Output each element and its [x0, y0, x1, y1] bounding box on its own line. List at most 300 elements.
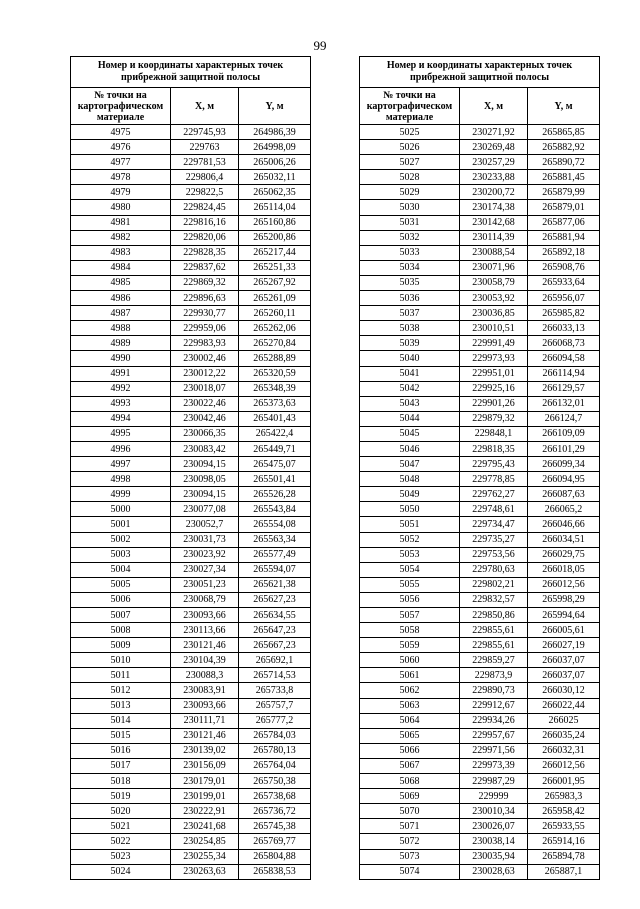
- table-row: [71, 426, 311, 441]
- table-row: [71, 758, 311, 773]
- cell-y: 265887,1: [528, 864, 600, 879]
- cell-x: 230052,7: [171, 517, 239, 532]
- cell-x: 229879,32: [460, 411, 528, 426]
- table-row: [360, 517, 600, 532]
- cell-y: 265881,94: [528, 230, 600, 245]
- table-row: [360, 200, 600, 215]
- cell-point-number: 5009: [71, 638, 171, 653]
- cell-y: 265422,4: [239, 426, 311, 441]
- cell-y: 266101,29: [528, 441, 600, 456]
- table-row: [360, 426, 600, 441]
- cell-x: 229983,93: [171, 336, 239, 351]
- table-row: [71, 743, 311, 758]
- cell-x: 229778,85: [460, 472, 528, 487]
- table-row: [71, 608, 311, 623]
- cell-point-number: 5018: [71, 774, 171, 789]
- cell-x: 230051,23: [171, 577, 239, 592]
- cell-y: 265733,8: [239, 683, 311, 698]
- table-caption: Номер и координаты характерных точек прибрежной защитной полосы: [71, 57, 311, 88]
- cell-x: 230023,92: [171, 547, 239, 562]
- cell-point-number: 5073: [360, 849, 460, 864]
- cell-y: 265804,88: [239, 849, 311, 864]
- cell-x: 230093,66: [171, 698, 239, 713]
- table-row: [71, 698, 311, 713]
- cell-point-number: 5030: [360, 200, 460, 215]
- cell-x: 229971,56: [460, 743, 528, 758]
- table-row: [360, 789, 600, 804]
- cell-x: 229925,16: [460, 381, 528, 396]
- cell-point-number: 4982: [71, 230, 171, 245]
- cell-y: 266132,01: [528, 396, 600, 411]
- table-row: [71, 291, 311, 306]
- cell-point-number: 4992: [71, 381, 171, 396]
- cell-y: 265594,07: [239, 562, 311, 577]
- cell-point-number: 5044: [360, 411, 460, 426]
- cell-point-number: 5051: [360, 517, 460, 532]
- cell-y: 265114,04: [239, 200, 311, 215]
- cell-x: 229802,21: [460, 577, 528, 592]
- cell-point-number: 5050: [360, 502, 460, 517]
- cell-x: 229850,86: [460, 608, 528, 623]
- coordinates-table-left: [70, 56, 311, 880]
- table-row: [71, 789, 311, 804]
- cell-point-number: 5052: [360, 532, 460, 547]
- cell-point-number: 5002: [71, 532, 171, 547]
- table-row: [360, 260, 600, 275]
- table-row: [71, 849, 311, 864]
- table-row: [71, 260, 311, 275]
- table-row: [71, 396, 311, 411]
- table-row: [71, 653, 311, 668]
- cell-y: 265692,1: [239, 653, 311, 668]
- cell-point-number: 5013: [71, 698, 171, 713]
- cell-y: 265892,18: [528, 245, 600, 260]
- cell-x: 229890,73: [460, 683, 528, 698]
- table-row: [71, 774, 311, 789]
- table-row: [360, 758, 600, 773]
- column-header-y: Y, м: [239, 88, 311, 125]
- cell-y: 265764,04: [239, 758, 311, 773]
- cell-point-number: 4976: [71, 140, 171, 155]
- table-row: [71, 834, 311, 849]
- table-row: [71, 125, 311, 140]
- cell-y: 266109,09: [528, 426, 600, 441]
- cell-point-number: 5004: [71, 562, 171, 577]
- cell-y: 265200,86: [239, 230, 311, 245]
- cell-x: 229859,27: [460, 653, 528, 668]
- cell-point-number: 5067: [360, 758, 460, 773]
- cell-x: 230038,14: [460, 834, 528, 849]
- cell-y: 265714,53: [239, 668, 311, 683]
- cell-y: 266012,56: [528, 577, 600, 592]
- cell-y: 265757,7: [239, 698, 311, 713]
- cell-y: 265736,72: [239, 804, 311, 819]
- cell-x: 230179,01: [171, 774, 239, 789]
- cell-x: 229957,67: [460, 728, 528, 743]
- table-row: [71, 200, 311, 215]
- cell-y: 265621,38: [239, 577, 311, 592]
- table-row: [360, 638, 600, 653]
- table-row: [360, 351, 600, 366]
- cell-point-number: 5001: [71, 517, 171, 532]
- cell-x: 229901,26: [460, 396, 528, 411]
- cell-y: 265217,44: [239, 245, 311, 260]
- table-row: [71, 638, 311, 653]
- cell-point-number: 5008: [71, 623, 171, 638]
- cell-y: 265267,92: [239, 275, 311, 290]
- cell-point-number: 5074: [360, 864, 460, 879]
- cell-y: 265348,39: [239, 381, 311, 396]
- cell-point-number: 4990: [71, 351, 171, 366]
- cell-y: 266001,95: [528, 774, 600, 789]
- cell-y: 266099,34: [528, 457, 600, 472]
- cell-x: 230271,92: [460, 125, 528, 140]
- cell-y: 265288,89: [239, 351, 311, 366]
- cell-x: 229848,1: [460, 426, 528, 441]
- table-row: [360, 306, 600, 321]
- table-row: [360, 592, 600, 607]
- cell-x: 229824,45: [171, 200, 239, 215]
- cell-x: 230142,68: [460, 215, 528, 230]
- cell-point-number: 5027: [360, 155, 460, 170]
- cell-x: 230012,22: [171, 366, 239, 381]
- cell-point-number: 5059: [360, 638, 460, 653]
- table-row: [360, 774, 600, 789]
- cell-point-number: 5061: [360, 668, 460, 683]
- cell-x: 230071,96: [460, 260, 528, 275]
- cell-point-number: 5066: [360, 743, 460, 758]
- cell-point-number: 5069: [360, 789, 460, 804]
- cell-point-number: 5000: [71, 502, 171, 517]
- cell-x: 229896,63: [171, 291, 239, 306]
- cell-point-number: 5011: [71, 668, 171, 683]
- table-row: [71, 517, 311, 532]
- cell-y: 265554,08: [239, 517, 311, 532]
- cell-x: 229745,93: [171, 125, 239, 140]
- cell-point-number: 4980: [71, 200, 171, 215]
- table-row: [360, 321, 600, 336]
- cell-x: 229762,27: [460, 487, 528, 502]
- cell-point-number: 5063: [360, 698, 460, 713]
- cell-point-number: 5043: [360, 396, 460, 411]
- table-row: [71, 864, 311, 879]
- table-body: [360, 125, 600, 880]
- cell-x: 230018,07: [171, 381, 239, 396]
- table-row: [71, 487, 311, 502]
- table-row: [360, 381, 600, 396]
- table-row: [71, 351, 311, 366]
- cell-x: 230068,79: [171, 592, 239, 607]
- cell-y: 265908,76: [528, 260, 600, 275]
- cell-point-number: 5062: [360, 683, 460, 698]
- cell-point-number: 5032: [360, 230, 460, 245]
- cell-x: 230104,39: [171, 653, 239, 668]
- table-row: [71, 819, 311, 834]
- table-row: [360, 547, 600, 562]
- cell-x: 229753,56: [460, 547, 528, 562]
- cell-point-number: 5038: [360, 321, 460, 336]
- cell-point-number: 5007: [71, 608, 171, 623]
- cell-y: 265261,09: [239, 291, 311, 306]
- table-row: [71, 502, 311, 517]
- cell-x: 230254,85: [171, 834, 239, 849]
- cell-point-number: 5058: [360, 623, 460, 638]
- cell-x: 230026,07: [460, 819, 528, 834]
- cell-x: 229973,93: [460, 351, 528, 366]
- cell-y: 265475,07: [239, 457, 311, 472]
- cell-y: 265062,35: [239, 185, 311, 200]
- cell-point-number: 5010: [71, 653, 171, 668]
- cell-y: 265526,28: [239, 487, 311, 502]
- cell-y: 265667,23: [239, 638, 311, 653]
- cell-point-number: 5016: [71, 743, 171, 758]
- cell-y: 265647,23: [239, 623, 311, 638]
- column-header-x: X, м: [460, 88, 528, 125]
- table-row: [360, 472, 600, 487]
- cell-y: 265890,72: [528, 155, 600, 170]
- page-number: 99: [313, 38, 327, 53]
- cell-y: 266065,2: [528, 502, 600, 517]
- cell-point-number: 5034: [360, 260, 460, 275]
- cell-y: 265260,11: [239, 306, 311, 321]
- cell-point-number: 4994: [71, 411, 171, 426]
- cell-point-number: 5005: [71, 577, 171, 592]
- cell-y: 265879,99: [528, 185, 600, 200]
- table-row: [360, 728, 600, 743]
- cell-point-number: 5040: [360, 351, 460, 366]
- cell-y: 266129,57: [528, 381, 600, 396]
- cell-y: 265401,43: [239, 411, 311, 426]
- table-row: [360, 140, 600, 155]
- cell-point-number: 5036: [360, 291, 460, 306]
- table-row: [360, 275, 600, 290]
- table-row: [360, 849, 600, 864]
- cell-y: 265879,01: [528, 200, 600, 215]
- cell-x: 230010,51: [460, 321, 528, 336]
- cell-point-number: 4998: [71, 472, 171, 487]
- cell-x: 230077,08: [171, 502, 239, 517]
- cell-y: 265745,38: [239, 819, 311, 834]
- table-row: [360, 457, 600, 472]
- cell-y: 265251,33: [239, 260, 311, 275]
- table-row: [71, 366, 311, 381]
- table-row: [360, 577, 600, 592]
- cell-y: 266046,66: [528, 517, 600, 532]
- cell-x: 230263,63: [171, 864, 239, 879]
- cell-x: 230200,72: [460, 185, 528, 200]
- cell-point-number: 5065: [360, 728, 460, 743]
- cell-point-number: 5006: [71, 592, 171, 607]
- cell-point-number: 5071: [360, 819, 460, 834]
- cell-y: 265160,86: [239, 215, 311, 230]
- table-row: [71, 592, 311, 607]
- cell-x: 229912,67: [460, 698, 528, 713]
- cell-point-number: 5035: [360, 275, 460, 290]
- cell-y: 265750,38: [239, 774, 311, 789]
- table-body: [71, 125, 311, 880]
- cell-x: 229991,49: [460, 336, 528, 351]
- cell-x: 230083,91: [171, 683, 239, 698]
- table-row: [360, 819, 600, 834]
- table-row: [71, 215, 311, 230]
- cell-y: 265634,55: [239, 608, 311, 623]
- cell-x: 230093,66: [171, 608, 239, 623]
- cell-x: 230088,3: [171, 668, 239, 683]
- cell-y: 265738,68: [239, 789, 311, 804]
- table-row: [71, 472, 311, 487]
- table-row: [71, 185, 311, 200]
- table-row: [71, 457, 311, 472]
- table-row: [360, 653, 600, 668]
- cell-x: 230035,94: [460, 849, 528, 864]
- cell-y: 265780,13: [239, 743, 311, 758]
- table-row: [71, 804, 311, 819]
- cell-x: 229780,63: [460, 562, 528, 577]
- cell-point-number: 5054: [360, 562, 460, 577]
- cell-point-number: 4987: [71, 306, 171, 321]
- cell-x: 229999: [460, 789, 528, 804]
- table-row: [360, 411, 600, 426]
- cell-y: 265270,84: [239, 336, 311, 351]
- cell-point-number: 5047: [360, 457, 460, 472]
- cell-point-number: 4977: [71, 155, 171, 170]
- cell-y: 265956,07: [528, 291, 600, 306]
- cell-point-number: 5049: [360, 487, 460, 502]
- cell-x: 229832,57: [460, 592, 528, 607]
- cell-x: 229973,39: [460, 758, 528, 773]
- table-row: [71, 411, 311, 426]
- table-row: [360, 804, 600, 819]
- cell-x: 229828,35: [171, 245, 239, 260]
- cell-point-number: 5014: [71, 713, 171, 728]
- cell-x: 230111,71: [171, 713, 239, 728]
- cell-y: 265998,29: [528, 592, 600, 607]
- cell-y: 266027,19: [528, 638, 600, 653]
- table-row: [360, 155, 600, 170]
- table-row: [360, 623, 600, 638]
- cell-x: 229795,43: [460, 457, 528, 472]
- cell-x: 230010,34: [460, 804, 528, 819]
- cell-point-number: 4999: [71, 487, 171, 502]
- cell-y: 266033,13: [528, 321, 600, 336]
- cell-y: 266087,63: [528, 487, 600, 502]
- cell-point-number: 4988: [71, 321, 171, 336]
- cell-point-number: 5037: [360, 306, 460, 321]
- cell-x: 229781,53: [171, 155, 239, 170]
- cell-point-number: 5022: [71, 834, 171, 849]
- cell-point-number: 5019: [71, 789, 171, 804]
- cell-point-number: 5031: [360, 215, 460, 230]
- table-row: [360, 336, 600, 351]
- cell-point-number: 4995: [71, 426, 171, 441]
- cell-y: 266124,7: [528, 411, 600, 426]
- table-row: [360, 487, 600, 502]
- cell-point-number: 5033: [360, 245, 460, 260]
- cell-y: 266012,56: [528, 758, 600, 773]
- cell-y: 265006,26: [239, 155, 311, 170]
- cell-x: 229734,47: [460, 517, 528, 532]
- cell-y: 264986,39: [239, 125, 311, 140]
- cell-x: 230066,35: [171, 426, 239, 441]
- cell-point-number: 5057: [360, 608, 460, 623]
- cell-point-number: 4986: [71, 291, 171, 306]
- cell-y: 266025: [528, 713, 600, 728]
- table-row: [360, 562, 600, 577]
- cell-x: 229822,5: [171, 185, 239, 200]
- cell-y: 266114,94: [528, 366, 600, 381]
- cell-point-number: 4978: [71, 170, 171, 185]
- cell-y: 265882,92: [528, 140, 600, 155]
- table-row: [360, 713, 600, 728]
- table-row: [360, 125, 600, 140]
- cell-x: 230028,63: [460, 864, 528, 879]
- cell-point-number: 5068: [360, 774, 460, 789]
- table-row: [71, 547, 311, 562]
- cell-y: 265784,03: [239, 728, 311, 743]
- cell-x: 230257,29: [460, 155, 528, 170]
- cell-point-number: 5042: [360, 381, 460, 396]
- cell-point-number: 5046: [360, 441, 460, 456]
- table-row: [360, 396, 600, 411]
- cell-x: 230139,02: [171, 743, 239, 758]
- cell-x: 229855,61: [460, 623, 528, 638]
- table-row: [360, 608, 600, 623]
- cell-point-number: 5003: [71, 547, 171, 562]
- table-row: [71, 381, 311, 396]
- cell-x: 230098,05: [171, 472, 239, 487]
- cell-point-number: 5056: [360, 592, 460, 607]
- cell-y: 265320,59: [239, 366, 311, 381]
- cell-x: 230027,34: [171, 562, 239, 577]
- cell-y: 265985,82: [528, 306, 600, 321]
- cell-y: 265543,84: [239, 502, 311, 517]
- cell-x: 229855,61: [460, 638, 528, 653]
- cell-x: 230022,46: [171, 396, 239, 411]
- cell-y: 266094,95: [528, 472, 600, 487]
- table-row: [360, 532, 600, 547]
- cell-x: 230058,79: [460, 275, 528, 290]
- cell-x: 230083,42: [171, 441, 239, 456]
- cell-point-number: 5039: [360, 336, 460, 351]
- table-row: [71, 230, 311, 245]
- table-row: [71, 155, 311, 170]
- table-row: [360, 834, 600, 849]
- cell-point-number: 4997: [71, 457, 171, 472]
- cell-point-number: 4996: [71, 441, 171, 456]
- cell-x: 230121,46: [171, 728, 239, 743]
- cell-y: 265894,78: [528, 849, 600, 864]
- cell-x: 230156,09: [171, 758, 239, 773]
- table-row: [71, 170, 311, 185]
- cell-y: 265032,11: [239, 170, 311, 185]
- cell-x: 230114,39: [460, 230, 528, 245]
- cell-point-number: 5045: [360, 426, 460, 441]
- table-row: [71, 336, 311, 351]
- cell-x: 229869,32: [171, 275, 239, 290]
- table-row: [71, 683, 311, 698]
- cell-y: 265563,34: [239, 532, 311, 547]
- cell-point-number: 5064: [360, 713, 460, 728]
- cell-x: 230002,46: [171, 351, 239, 366]
- table-row: [360, 864, 600, 879]
- table-row: [71, 441, 311, 456]
- cell-y: 266005,61: [528, 623, 600, 638]
- cell-x: 230241,68: [171, 819, 239, 834]
- cell-y: 266035,24: [528, 728, 600, 743]
- table-row: [71, 623, 311, 638]
- cell-x: 230094,15: [171, 487, 239, 502]
- cell-point-number: 5028: [360, 170, 460, 185]
